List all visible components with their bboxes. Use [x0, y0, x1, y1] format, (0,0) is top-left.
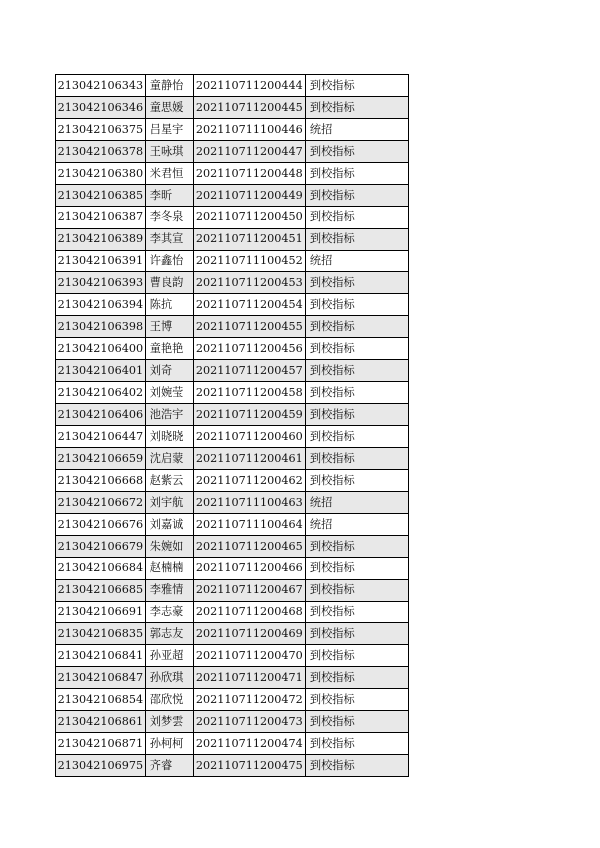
table-row [56, 360, 409, 382]
admission-type-cell: 到校指标 [305, 184, 408, 206]
admission-type-cell: 统招 [305, 250, 408, 272]
student-name-cell: 齐睿 [145, 755, 193, 777]
student-id-cell: 213042106835 [56, 623, 146, 645]
table-row [56, 601, 409, 623]
admission-table [55, 74, 409, 777]
student-id-cell: 213042106406 [56, 404, 146, 426]
student-name-cell: 李雅情 [145, 579, 193, 601]
student-name-cell: 吕星宇 [145, 118, 193, 140]
table-row [56, 689, 409, 711]
admission-type-cell: 到校指标 [305, 228, 408, 250]
admission-number-cell: 202110711200460 [193, 426, 305, 448]
student-name-cell: 孙亚超 [145, 645, 193, 667]
admission-number-cell: 202110711200470 [193, 645, 305, 667]
student-name-cell: 米君恒 [145, 162, 193, 184]
table-row [56, 426, 409, 448]
admission-number-cell: 202110711200465 [193, 535, 305, 557]
student-name-cell: 赵紫云 [145, 469, 193, 491]
admission-type-cell: 到校指标 [305, 75, 408, 97]
admission-type-cell: 到校指标 [305, 426, 408, 448]
student-name-cell: 沈启蒙 [145, 447, 193, 469]
student-name-cell: 李志豪 [145, 601, 193, 623]
table-row [56, 557, 409, 579]
admission-number-cell: 202110711200475 [193, 755, 305, 777]
admission-type-cell: 到校指标 [305, 382, 408, 404]
admission-number-cell: 202110711200458 [193, 382, 305, 404]
student-name-cell: 王博 [145, 316, 193, 338]
student-id-cell: 213042106684 [56, 557, 146, 579]
student-name-cell: 童艳艳 [145, 338, 193, 360]
admission-type-cell: 到校指标 [305, 733, 408, 755]
table-row [56, 755, 409, 777]
admission-number-cell: 202110711200453 [193, 272, 305, 294]
admission-type-cell: 到校指标 [305, 689, 408, 711]
admission-number-cell: 202110711100464 [193, 513, 305, 535]
student-name-cell: 王咏琪 [145, 140, 193, 162]
student-id-cell: 213042106447 [56, 426, 146, 448]
admission-type-cell: 到校指标 [305, 316, 408, 338]
table-row [56, 162, 409, 184]
admission-type-cell: 到校指标 [305, 535, 408, 557]
student-name-cell: 刘婉莹 [145, 382, 193, 404]
student-id-cell: 213042106871 [56, 733, 146, 755]
admission-number-cell: 202110711200459 [193, 404, 305, 426]
admission-type-cell: 到校指标 [305, 667, 408, 689]
admission-number-cell: 202110711100446 [193, 118, 305, 140]
table-row [56, 75, 409, 97]
student-name-cell: 李昕 [145, 184, 193, 206]
table-row [56, 250, 409, 272]
student-id-cell: 213042106854 [56, 689, 146, 711]
admission-type-cell: 统招 [305, 118, 408, 140]
table-row [56, 382, 409, 404]
admission-type-cell: 到校指标 [305, 206, 408, 228]
admission-type-cell: 到校指标 [305, 140, 408, 162]
admission-type-cell: 到校指标 [305, 469, 408, 491]
student-id-cell: 213042106668 [56, 469, 146, 491]
student-id-cell: 213042106387 [56, 206, 146, 228]
student-name-cell: 朱婉如 [145, 535, 193, 557]
student-id-cell: 213042106394 [56, 294, 146, 316]
admission-type-cell: 到校指标 [305, 404, 408, 426]
admission-type-cell: 到校指标 [305, 360, 408, 382]
admission-type-cell: 到校指标 [305, 338, 408, 360]
student-id-cell: 213042106385 [56, 184, 146, 206]
student-id-cell: 213042106400 [56, 338, 146, 360]
admission-type-cell: 到校指标 [305, 294, 408, 316]
admission-type-cell: 到校指标 [305, 755, 408, 777]
admission-number-cell: 202110711200451 [193, 228, 305, 250]
student-name-cell: 郭志友 [145, 623, 193, 645]
table-row [56, 118, 409, 140]
admission-number-cell: 202110711200473 [193, 711, 305, 733]
admission-number-cell: 202110711200474 [193, 733, 305, 755]
student-id-cell: 213042106685 [56, 579, 146, 601]
admission-number-cell: 202110711200445 [193, 96, 305, 118]
table-row [56, 667, 409, 689]
table-row [56, 513, 409, 535]
student-id-cell: 213042106676 [56, 513, 146, 535]
admission-number-cell: 202110711200462 [193, 469, 305, 491]
table-row [56, 206, 409, 228]
admission-number-cell: 202110711200444 [193, 75, 305, 97]
admission-type-cell: 到校指标 [305, 601, 408, 623]
admission-type-cell: 到校指标 [305, 711, 408, 733]
student-id-cell: 213042106402 [56, 382, 146, 404]
admission-number-cell: 202110711200469 [193, 623, 305, 645]
admission-number-cell: 202110711200467 [193, 579, 305, 601]
admission-number-cell: 202110711200447 [193, 140, 305, 162]
student-id-cell: 213042106393 [56, 272, 146, 294]
admission-type-cell: 到校指标 [305, 623, 408, 645]
admission-type-cell: 统招 [305, 491, 408, 513]
admission-number-cell: 202110711200471 [193, 667, 305, 689]
table-row [56, 623, 409, 645]
student-name-cell: 曹良韵 [145, 272, 193, 294]
table-row [56, 447, 409, 469]
admission-number-cell: 202110711100452 [193, 250, 305, 272]
student-name-cell: 童静怡 [145, 75, 193, 97]
student-name-cell: 陈抗 [145, 294, 193, 316]
table-row [56, 491, 409, 513]
table-row [56, 535, 409, 557]
admission-number-cell: 202110711200457 [193, 360, 305, 382]
student-id-cell: 213042106375 [56, 118, 146, 140]
table-row [56, 579, 409, 601]
student-name-cell: 童思媛 [145, 96, 193, 118]
student-name-cell: 刘晓晓 [145, 426, 193, 448]
table-row [56, 96, 409, 118]
student-id-cell: 213042106343 [56, 75, 146, 97]
student-name-cell: 池浩宇 [145, 404, 193, 426]
student-id-cell: 213042106847 [56, 667, 146, 689]
student-name-cell: 孙欣琪 [145, 667, 193, 689]
admission-number-cell: 202110711200449 [193, 184, 305, 206]
admission-number-cell: 202110711200450 [193, 206, 305, 228]
student-id-cell: 213042106672 [56, 491, 146, 513]
admission-number-cell: 202110711200466 [193, 557, 305, 579]
student-name-cell: 许鑫怡 [145, 250, 193, 272]
admission-number-cell: 202110711200468 [193, 601, 305, 623]
student-id-cell: 213042106391 [56, 250, 146, 272]
student-id-cell: 213042106389 [56, 228, 146, 250]
student-name-cell: 刘梦雲 [145, 711, 193, 733]
table-row [56, 469, 409, 491]
student-name-cell: 李冬泉 [145, 206, 193, 228]
student-name-cell: 孙柯柯 [145, 733, 193, 755]
table-row [56, 294, 409, 316]
student-id-cell: 213042106861 [56, 711, 146, 733]
table-row [56, 184, 409, 206]
table-row [56, 711, 409, 733]
admission-number-cell: 202110711200461 [193, 447, 305, 469]
student-id-cell: 213042106380 [56, 162, 146, 184]
admission-type-cell: 到校指标 [305, 162, 408, 184]
student-id-cell: 213042106841 [56, 645, 146, 667]
student-id-cell: 213042106691 [56, 601, 146, 623]
admission-number-cell: 202110711200455 [193, 316, 305, 338]
student-id-cell: 213042106975 [56, 755, 146, 777]
student-id-cell: 213042106378 [56, 140, 146, 162]
student-name-cell: 邵欣悦 [145, 689, 193, 711]
table-body [56, 75, 409, 777]
admission-number-cell: 202110711200454 [193, 294, 305, 316]
table-row [56, 733, 409, 755]
student-name-cell: 刘嘉诚 [145, 513, 193, 535]
table-row [56, 316, 409, 338]
admission-type-cell: 到校指标 [305, 557, 408, 579]
student-id-cell: 213042106401 [56, 360, 146, 382]
admission-type-cell: 统招 [305, 513, 408, 535]
admission-type-cell: 到校指标 [305, 645, 408, 667]
table-row [56, 645, 409, 667]
student-id-cell: 213042106659 [56, 447, 146, 469]
table-row [56, 272, 409, 294]
table-row [56, 228, 409, 250]
admission-number-cell: 202110711200448 [193, 162, 305, 184]
admission-number-cell: 202110711100463 [193, 491, 305, 513]
admission-number-cell: 202110711200472 [193, 689, 305, 711]
student-name-cell: 赵楠楠 [145, 557, 193, 579]
student-id-cell: 213042106346 [56, 96, 146, 118]
student-id-cell: 213042106679 [56, 535, 146, 557]
admission-number-cell: 202110711200456 [193, 338, 305, 360]
student-name-cell: 李其宣 [145, 228, 193, 250]
student-name-cell: 刘奇 [145, 360, 193, 382]
student-name-cell: 刘宇航 [145, 491, 193, 513]
admission-type-cell: 到校指标 [305, 96, 408, 118]
admission-type-cell: 到校指标 [305, 579, 408, 601]
admission-type-cell: 到校指标 [305, 272, 408, 294]
table-row [56, 140, 409, 162]
admission-type-cell: 到校指标 [305, 447, 408, 469]
table-row [56, 338, 409, 360]
table-row [56, 404, 409, 426]
student-id-cell: 213042106398 [56, 316, 146, 338]
